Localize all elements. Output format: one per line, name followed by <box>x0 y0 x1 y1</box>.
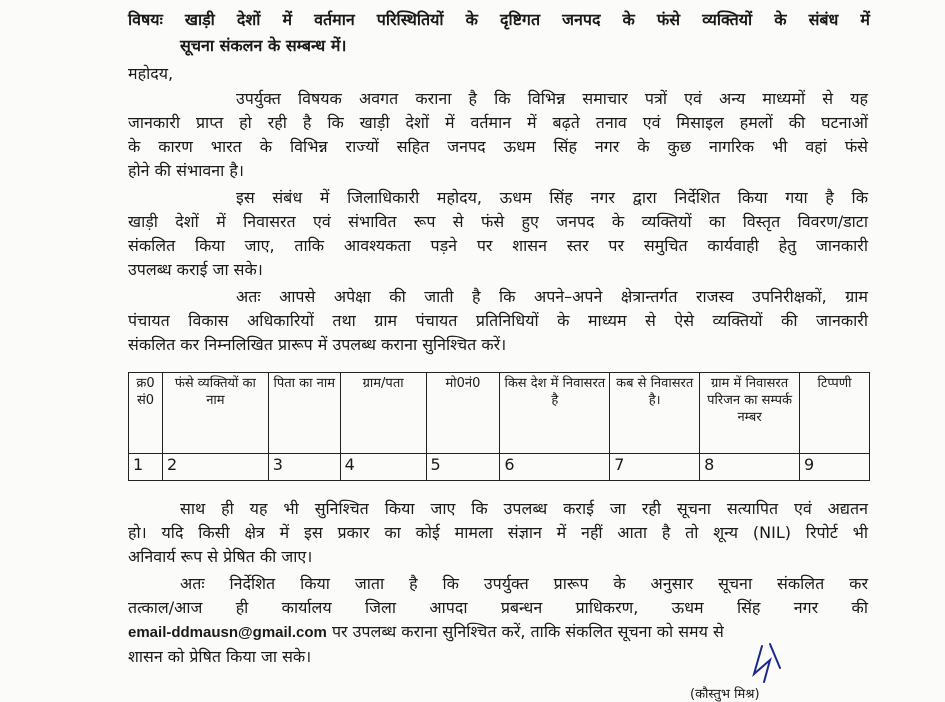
para5-line-1: अतः निर्देशित किया जाता है कि उपर्युक्त प्रारूप के अनुसार सूचना संकलित कर <box>180 574 868 593</box>
para1-line-4: होने की संभावना है। <box>128 161 244 180</box>
header-since-when: कब से निवासरत है। <box>610 373 700 454</box>
para5-line-3-text: पर उपलब्ध कराना सुनिश्चित करें, ताकि संकलित सूचना को समय से <box>331 622 724 641</box>
header-father-name: पिता का नाम <box>268 373 340 454</box>
para4-line-3: अनिवार्य रूप से प्रेषित की जाए। <box>128 547 313 566</box>
signature-mark <box>740 638 810 688</box>
header-address: ग्राम/पता <box>340 373 426 454</box>
para3-line-1: अतः आपसे अपेक्षा की जाती है कि अपने–अपने क्षेत्रान्तर्गत राजस्व उपनिरीक्षकों, ग्राम <box>236 287 868 306</box>
para2-line-2: खाड़ी देशों में निवासरत एवं संभावित रूप से फंसे हुए जनपद के व्यक्तियों का विस्तृत विवरण/डाटा <box>128 212 868 231</box>
col-number: 8 <box>700 454 800 481</box>
para4-line-2: हो। यदि किसी क्षेत्र में इस प्रकार का कोई मामला संज्ञान में नहीं आता है तो शून्य (NIL) रिपोर्ट भी <box>128 523 868 542</box>
para1-line-1: उपर्युक्त विषयक अवगत कराना है कि विभिन्न समाचार पत्रों एवं अन्य माध्यमों से यह <box>236 89 868 108</box>
subject-line-1: विषयः खाड़ी देशों में वर्तमान परिस्थितियों के दृष्टिगत जनपद के फंसे व्यक्तियों के संबंध में <box>128 10 870 29</box>
header-serial: क्र0 सं0 <box>129 373 163 454</box>
signatory-name: (कौस्तुभ मिश्र) <box>690 687 760 702</box>
header-person-name: फंसे व्यक्तियों का नाम <box>162 373 268 454</box>
para4-line-1: साथ ही यह भी सुनिश्चित किया जाए कि उपलब्ध कराई जा रही सूचना सत्यापित एवं अद्यतन <box>180 499 868 518</box>
header-mobile: मो0नं0 <box>426 373 500 454</box>
para2-line-4: उपलब्ध कराई जा सके। <box>128 260 263 279</box>
table-number-row <box>129 454 870 481</box>
header-country: किस देश में निवासरत है <box>500 373 610 454</box>
col-number: 4 <box>340 454 426 481</box>
para1-line-3: के कारण भारत के विभिन्न राज्यों सहित जनपद ऊधम सिंह नगर के कुछ नागरिक भी वहां फंसे <box>128 137 868 156</box>
email-address[interactable]: email-ddmausn@gmail.com <box>128 624 327 641</box>
col-number: 7 <box>610 454 700 481</box>
table-header-row <box>129 373 870 454</box>
col-number: 9 <box>800 454 870 481</box>
col-number: 5 <box>426 454 500 481</box>
para3-line-2: पंचायत विकास अधिकारियों तथा ग्राम पंचायत प्रतिनिधियों के माध्यम से ऐसे व्यक्तियों की जानकारी <box>128 311 868 330</box>
para5-line-3 <box>128 620 724 645</box>
para1-line-2: जानकारी प्राप्त हो रही है कि खाड़ी देशों में वर्तमान में बढ़ते तनाव एवं मिसाइल हमलों की घटनाओं <box>128 113 868 132</box>
col-number: 6 <box>500 454 610 481</box>
col-number: 3 <box>268 454 340 481</box>
salutation: महोदय, <box>128 64 174 83</box>
info-format-table <box>128 372 870 481</box>
col-number: 1 <box>129 454 163 481</box>
para3-line-3: संकलित कर निम्नलिखित प्रारूप में उपलब्ध कराना सुनिश्चित करें। <box>128 335 507 354</box>
para5-line-2: तत्काल/आज ही कार्यालय जिला आपदा प्रबन्धन प्राधिकरण, ऊधम सिंह नगर की <box>128 598 868 617</box>
para2-line-1: इस संबंध में जिलाधिकारी महोदय, ऊधम सिंह नगर द्वारा निर्देशित किया गया है कि <box>236 188 868 207</box>
header-remarks: टिप्पणी <box>800 373 870 454</box>
col-number: 2 <box>162 454 268 481</box>
header-family-contact: ग्राम में निवासरत परिजन का सम्पर्क नम्बर <box>700 373 800 454</box>
para5-line-4: शासन को प्रेषित किया जा सके। <box>128 647 312 666</box>
para2-line-3: संकलित किया जाए, ताकि आवश्यकता पड़ने पर शासन स्तर पर समुचित कार्यवाही हेतु जानकारी <box>128 236 868 255</box>
subject-line-2: सूचना संकलन के सम्बन्ध में। <box>180 36 347 55</box>
